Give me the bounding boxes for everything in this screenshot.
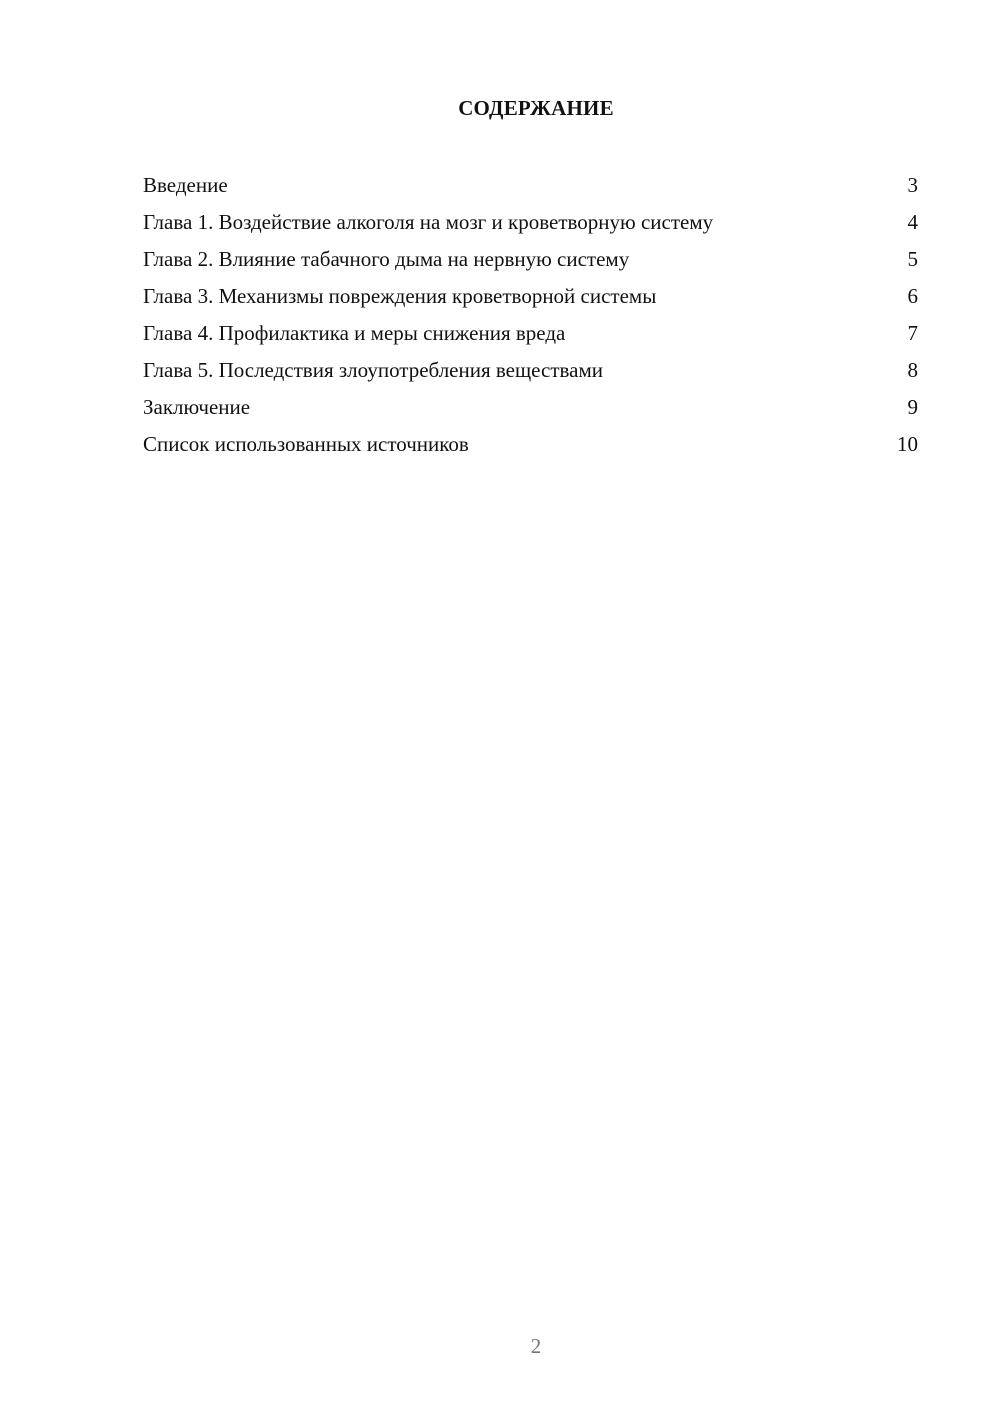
toc-entry-page-number: 6 — [907, 284, 918, 308]
toc-entry-page-number: 5 — [907, 247, 918, 271]
toc-entry-page-number: 7 — [907, 321, 918, 345]
toc-entry-chapter-3[interactable] — [143, 281, 918, 318]
toc-entry-chapter-2[interactable] — [143, 244, 918, 281]
toc-entry-label: Глава 5. Последствия злоупотребления веществами — [143, 358, 604, 382]
toc-entry-page-number: 4 — [907, 210, 918, 234]
toc-entry-label: Глава 1. Воздействие алкоголя на мозг и кроветворную систему — [143, 210, 714, 234]
toc-entry-page-number: 3 — [907, 173, 918, 197]
toc-entry-label: Список использованных источников — [143, 432, 469, 456]
toc-entry-conclusion[interactable] — [143, 392, 918, 429]
toc-entry-label: Глава 2. Влияние табачного дыма на нервную систему — [143, 247, 630, 271]
toc-entry-page-number: 10 — [897, 432, 918, 456]
toc-entry-references[interactable] — [143, 429, 918, 466]
page-footer-number: 2 — [530, 1334, 542, 1358]
toc-entry-chapter-4[interactable] — [143, 318, 918, 355]
toc-entry-label: Глава 4. Профилактика и меры снижения вреда — [143, 321, 566, 345]
toc-entry-label: Введение — [143, 173, 228, 197]
toc-entry-label: Глава 3. Механизмы повреждения кроветворной системы — [143, 284, 657, 308]
toc-entry-introduction[interactable] — [143, 170, 918, 207]
toc-title: СОДЕРЖАНИЕ — [458, 96, 614, 120]
toc-list — [143, 170, 918, 466]
toc-entry-label: Заключение — [143, 395, 251, 419]
toc-entry-page-number: 9 — [907, 395, 918, 419]
toc-entry-page-number: 8 — [907, 358, 918, 382]
toc-entry-chapter-1[interactable] — [143, 207, 918, 244]
toc-entry-chapter-5[interactable] — [143, 355, 918, 392]
